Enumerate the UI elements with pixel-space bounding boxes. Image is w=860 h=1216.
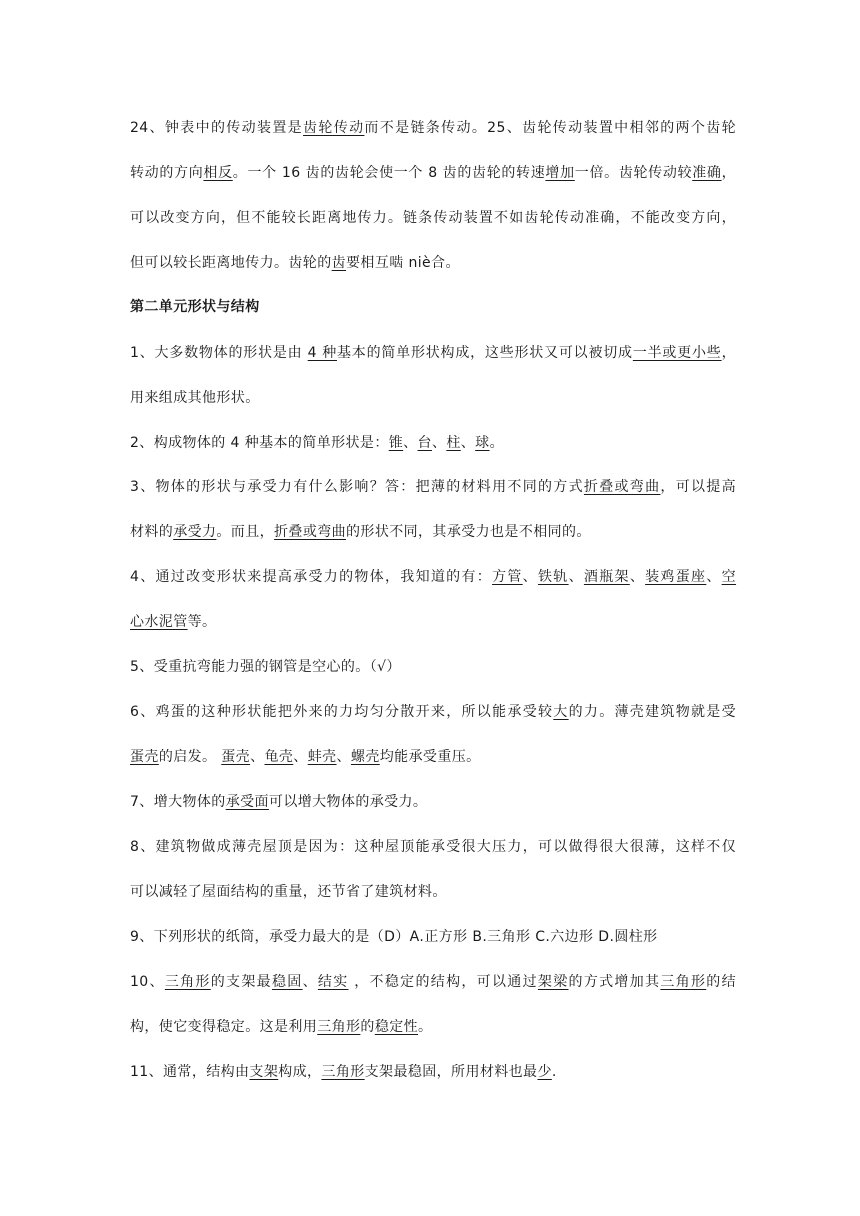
answer-underline: 支架 (249, 1064, 279, 1080)
answer-underline: 准确 (692, 165, 722, 181)
answer-underline: 三角形 (660, 974, 707, 990)
answer-underline: 结实 (317, 974, 349, 990)
text-line: 1、大多数物体的形状是由 4 种基本的简单形状构成，这些形状又可以被切成一半或更小些， (130, 345, 737, 361)
answer-underline: 台 (417, 435, 432, 451)
answer-underline: 折叠或弯曲 (583, 479, 661, 495)
text-line: 24、钟表中的传动装置是齿轮传动而不是链条传动。25、齿轮传动装置中相邻的两个齿轮 (130, 120, 736, 136)
answer-underline: 方管 (492, 569, 523, 585)
answer-underline: 折叠或弯曲 (274, 524, 347, 540)
answer-underline: 承受力 (173, 524, 217, 540)
answer-underline: 4 种 (307, 345, 337, 361)
answer-underline: 相反 (203, 165, 233, 181)
text-line: 心水泥管等。 (130, 614, 217, 630)
answer-underline: 柱 (446, 435, 461, 451)
text-line: 可以改变方向，但不能较长距离地传力。链条传动装置不如齿轮传动准确，不能改变方向， (130, 210, 736, 226)
item-7 (130, 780, 736, 825)
item-11 (130, 1050, 736, 1095)
answer-underline: 三角形 (317, 1019, 361, 1035)
item-9 (130, 915, 736, 960)
answer-underline: 少 (537, 1064, 552, 1080)
text-line: 7、增大物体的承受面可以增大物体的承受力。 (130, 794, 428, 810)
answer-underline: 蚌壳 (307, 749, 337, 765)
answer-underline: 稳固 (271, 974, 303, 990)
text-line: 8、建筑物做成薄壳屋顶是因为：这种屋顶能承受很大压力，可以做得很大很薄，这样不仅 (130, 839, 736, 855)
text-line: 9、下列形状的纸筒，承受力最大的是（D）A.正方形 B.三角形 C.六边形 D.圆柱形 (130, 929, 658, 945)
answer-underline: 承受面 (225, 794, 269, 810)
answer-underline: 增加 (545, 165, 575, 181)
answer-underline: 龟壳 (264, 749, 294, 765)
answer-underline: 锥 (388, 435, 404, 451)
answer-underline: 空 (721, 569, 737, 585)
answer-underline: 蛋壳 (221, 749, 251, 765)
answer-underline: 大 (553, 704, 569, 720)
answer-underline: 齿 (331, 255, 347, 271)
answer-underline: 齿轮传动 (303, 120, 365, 136)
section-heading: 第二单元形状与结构 (130, 299, 260, 315)
text-line: 5、受重抗弯能力强的钢管是空心的。（√） (130, 659, 401, 675)
answer-underline: 螺壳 (350, 749, 380, 765)
text-line: 可以减轻了屋面结构的重量，还节省了建筑材料。 (130, 884, 447, 900)
item-6 (130, 690, 736, 780)
text-line: 材料的承受力。而且，折叠或弯曲的形状不同，其承受力也是不相同的。 (130, 524, 591, 540)
text-line: 6、鸡蛋的这种形状能把外来的力均匀分散开来，所以能承受较大的力。薄壳建筑物就是受 (130, 704, 737, 720)
text-line: 10、三角形的支架最稳固、结实 ，不稳定的结构，可以通过架梁的方式增加其三角形的结 (130, 974, 736, 990)
text-line: 3、物体的形状与承受力有什么影响？答：把薄的材料用不同的方式折叠或弯曲，可以提高 (130, 479, 737, 495)
text-line: 4、通过改变形状来提高承受力的物体，我知道的有：方管、铁轨、酒瓶架、装鸡蛋座、空 (130, 569, 737, 585)
item-10 (130, 960, 736, 1050)
text-line: 11、通常，结构由支架构成，三角形支架最稳固，所用材料也最少. (130, 1064, 557, 1080)
item-2 (130, 421, 736, 466)
text-line: 转动的方向相反。一个 16 齿的齿轮会使一个 8 齿的齿轮的转速增加一倍。齿轮传动较准确， (130, 165, 736, 181)
item-4 (130, 555, 736, 645)
answer-underline: 一半或更小些 (632, 345, 722, 361)
item-5 (130, 645, 736, 690)
answer-underline: 架梁 (537, 974, 569, 990)
text-line: 蛋壳的启发。 蛋壳、龟壳、蚌壳、螺壳均能承受重压。 (130, 749, 481, 765)
answer-underline: 酒瓶架 (583, 569, 630, 585)
answer-underline: 心水泥管 (130, 614, 188, 630)
answer-underline: 三角形 (164, 974, 211, 990)
answer-underline: 球 (475, 435, 490, 451)
answer-underline: 三角形 (321, 1064, 365, 1080)
answer-underline: 装鸡蛋座 (645, 569, 707, 585)
answer-underline: 蛋壳 (130, 749, 159, 765)
item-3 (130, 465, 736, 555)
item-1 (130, 331, 736, 421)
paragraph-24-gears (130, 106, 736, 286)
text-line: 但可以较长距离地传力。齿轮的齿要相互啮 niè合。 (130, 255, 460, 271)
text-line: 用来组成其他形状。 (130, 390, 260, 406)
answer-underline: 铁轨 (537, 569, 569, 585)
item-8 (130, 825, 736, 915)
answer-underline: 稳定性 (374, 1019, 419, 1035)
text-line: 构，使它变得稳定。这是利用三角形的稳定性。 (130, 1019, 433, 1035)
text-line: 2、构成物体的 4 种基本的简单形状是：锥、台、柱、球。 (130, 435, 504, 451)
